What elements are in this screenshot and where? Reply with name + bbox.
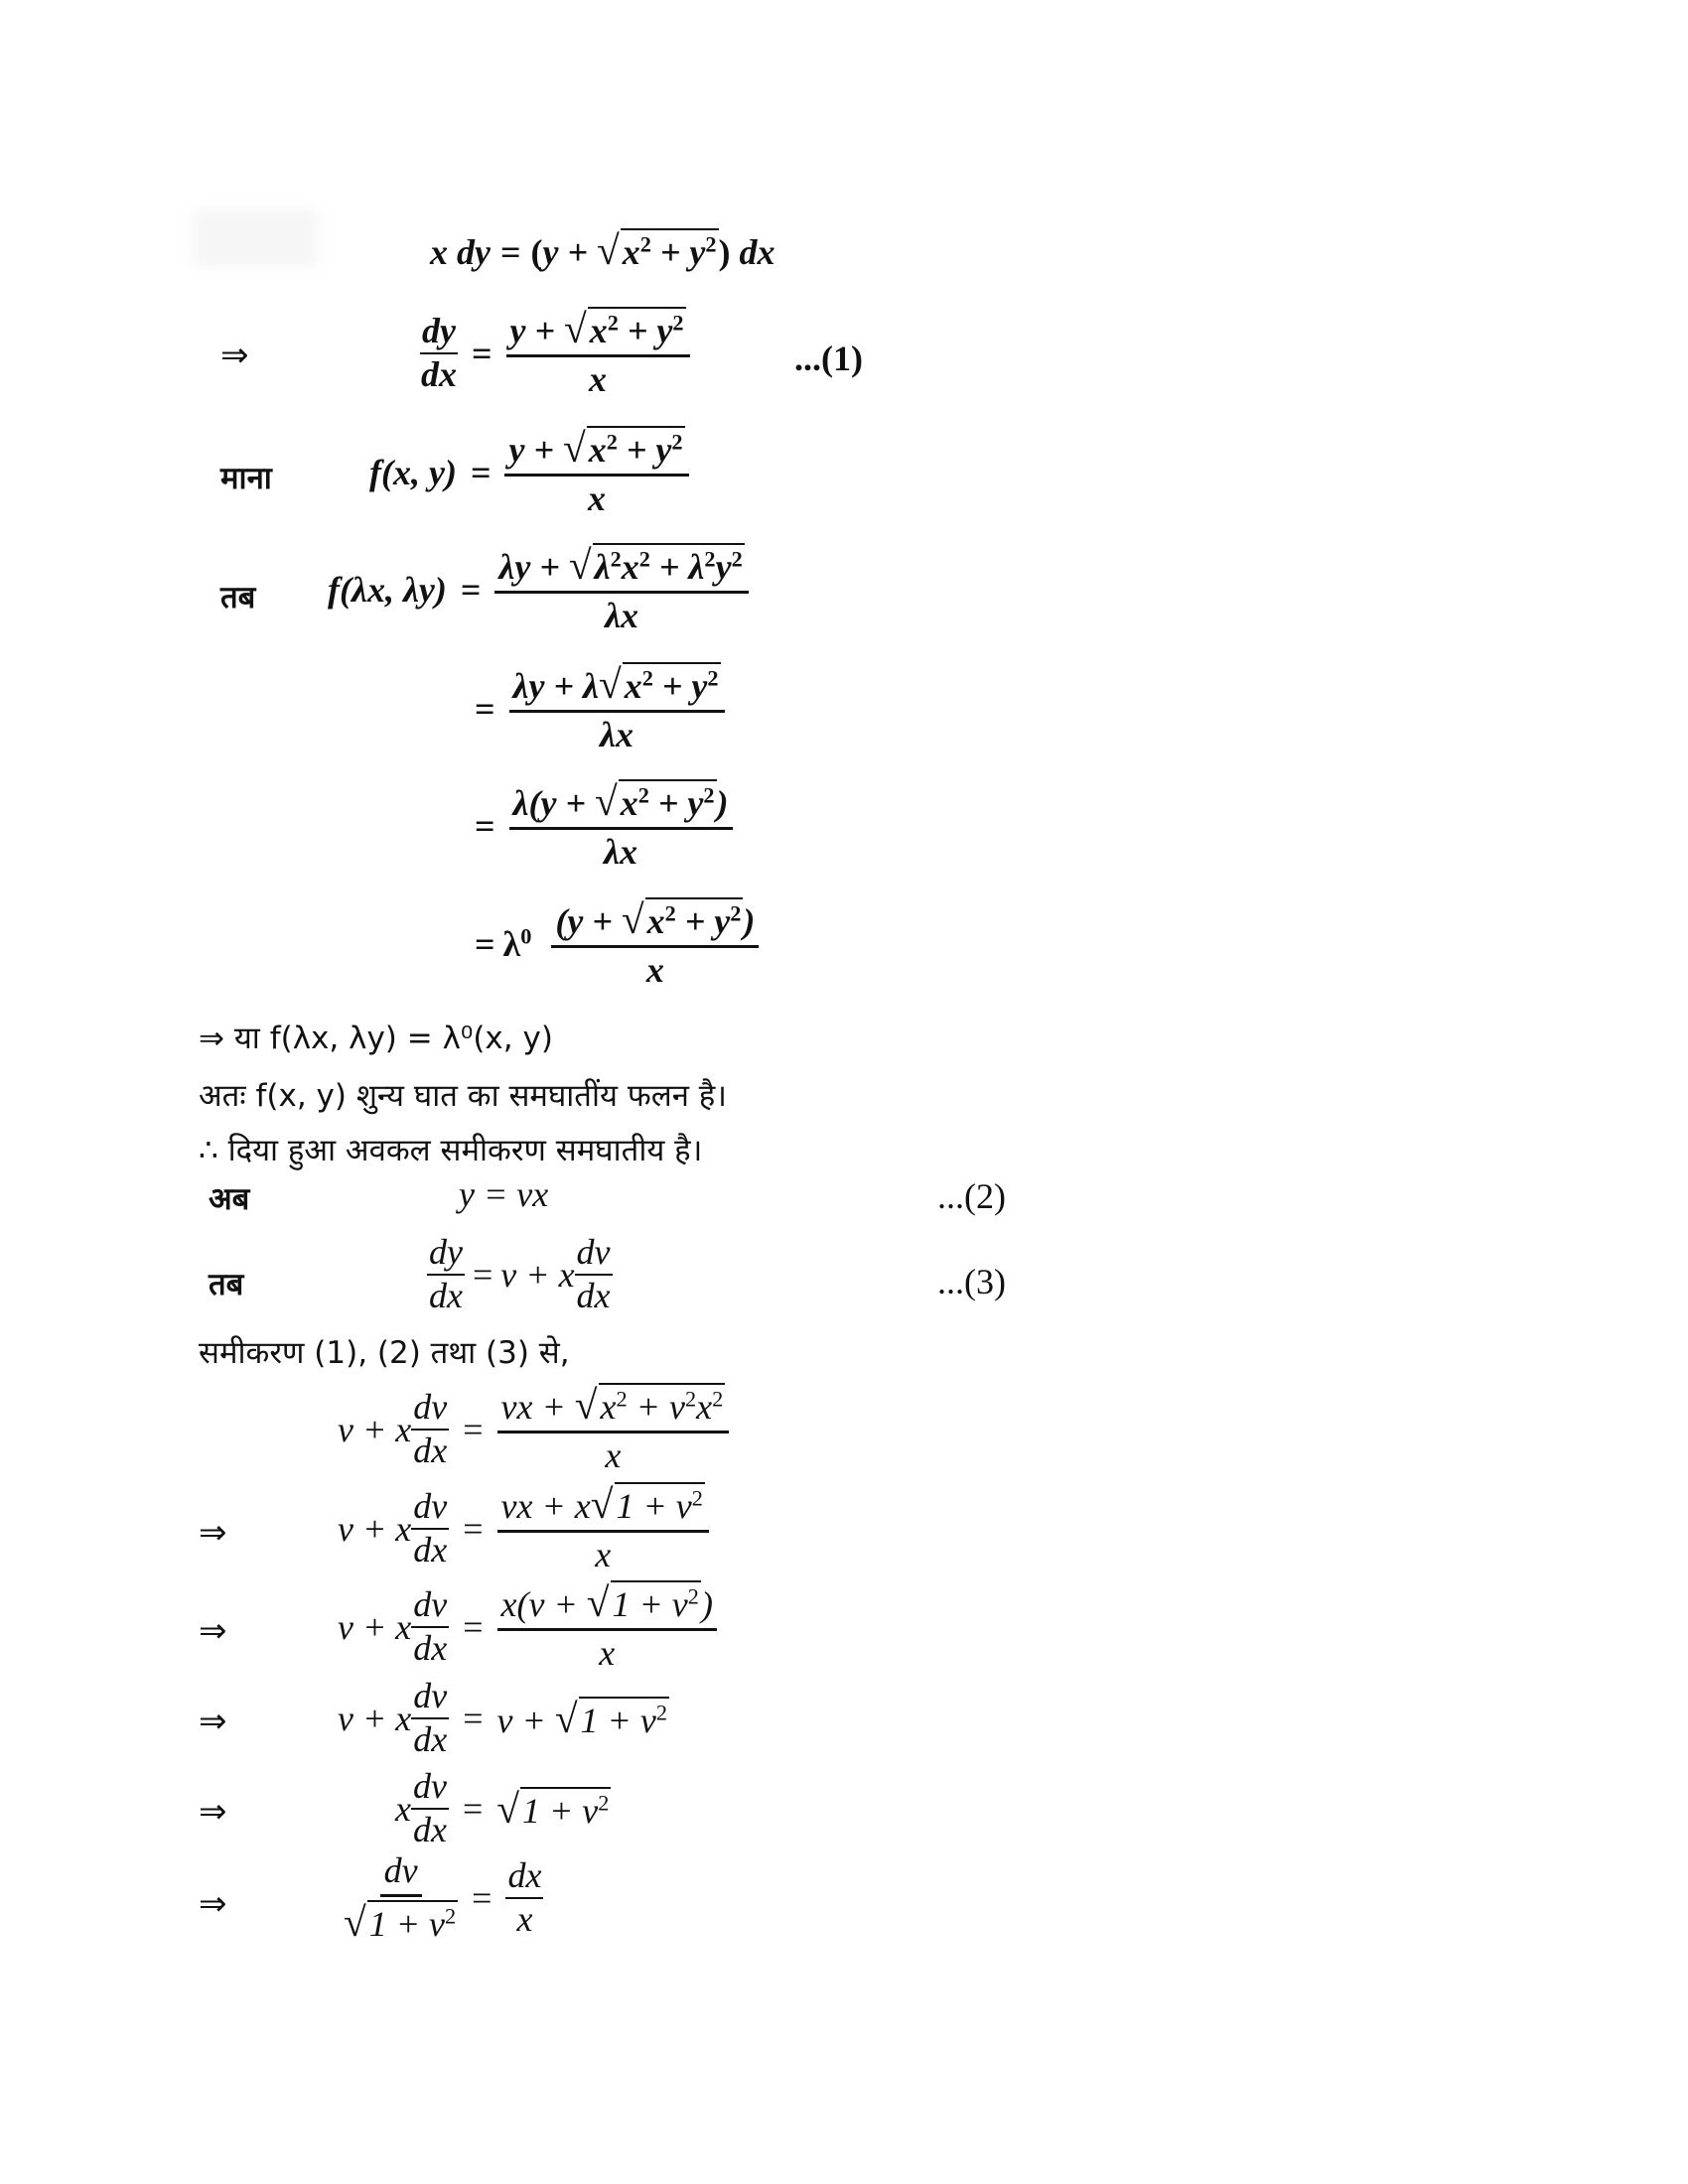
derivation-step-2: v + x $\frac{dv}{dx}$ = $\frac{vx + x√1 + v^2}{x}$: [338, 1483, 709, 1574]
implies-icon: ⇒: [199, 1792, 227, 1832]
text-line-zero-degree: अतः f(x, y) शुन्य घात का समघातींय फलन है।: [199, 1078, 728, 1114]
derivation-step-4: v + x $\frac{dv}{dx}$ = $v + √1 + v^2$: [338, 1676, 667, 1759]
label-now: अब: [209, 1181, 250, 1217]
derivation-step-1: v + x $\frac{dv}{dx}$ = $\frac{vx + √x^2 + v^2x^2}{x}$: [338, 1384, 729, 1475]
label-then: तब: [220, 580, 256, 615]
equation-given: x dy = $(y + √x^2 + y^2)$ dx: [430, 227, 775, 273]
equation-tag-3: ...(3): [937, 1262, 1006, 1301]
implies-icon: ⇒: [199, 1702, 227, 1741]
equation-then: f(λx, λy) = $\frac{\lambda y + √\lambda^2x^2 + \lambda^2y^2}{\lambda x}$: [328, 544, 749, 635]
text-line-therefore: ∴ दिया हुआ अवकल समीकरण समघातीय है।: [199, 1133, 703, 1168]
scan-artifact: [194, 208, 318, 268]
equation-let: f(x, y) = $\frac{y + √x^2 + y^2}{x}$: [369, 427, 689, 518]
implies-icon: ⇒: [220, 336, 249, 375]
derivation-step-6: $\frac{dv}{√1 + v^2}$ = $\frac{dx}{x}$: [344, 1850, 542, 1945]
derivation-step-3: v + x $\frac{dv}{dx}$ = $\frac{x(v + √1 + v^2)}{x}$: [338, 1581, 717, 1673]
implies-icon: ⇒: [199, 1611, 227, 1651]
implies-icon: ⇒: [199, 1884, 227, 1924]
equation-step-2: = $\frac{\lambda y + \lambda√x^2 + y^2}{\lambda x}$: [475, 663, 725, 754]
label-then-2: तब: [209, 1267, 244, 1302]
equation-tag-1: ...(1): [794, 339, 863, 378]
implies-icon: ⇒: [199, 1513, 227, 1553]
equation-step-3: = $\frac{\lambda(y + √x^2 + y^2)}{\lambda x}$: [475, 780, 733, 872]
equation-step-4: = $\lambda^0$ $\frac{(y + √x^2 + y^2)}{x}$: [475, 898, 759, 990]
label-let: माना: [220, 461, 272, 496]
derivation-step-5: x $\frac{dv}{dx}$ = $√1 + v^2$: [395, 1766, 610, 1849]
equation-2: y = vx: [459, 1174, 549, 1214]
text-line-from-equations: समीकरण (1), (2) तथा (3) से,: [199, 1335, 570, 1371]
equation-3: $\frac{dy}{dx}$ = v + x $\frac{dv}{dx}$: [429, 1232, 611, 1315]
text-line-homogeneous-result: ⇒ या f(λx, λy) = λ⁰(x, y): [199, 1021, 553, 1056]
equation-tag-2: ...(2): [937, 1176, 1006, 1216]
equation-1: $\frac{dy}{dx}$ = $\frac{y + √x^2 + y^2}{x}$: [420, 308, 690, 399]
